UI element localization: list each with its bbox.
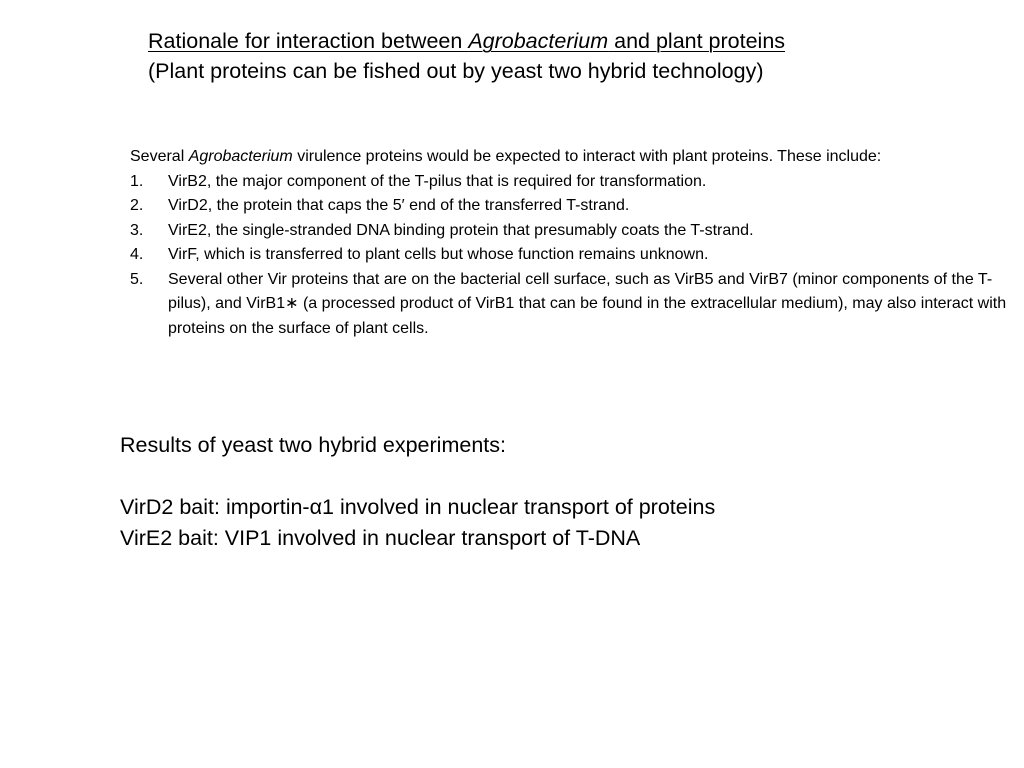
results-heading: Results of yeast two hybrid experiments: [120,433,506,457]
title-text-end: and plant proteins [608,29,786,53]
title-line-2: (Plant proteins can be fished out by yeast two hybrid technology) [148,59,764,83]
slide-title [148,26,1008,86]
intro-paragraph [130,145,1010,170]
result-virE2: VirE2 bait: VIP1 involved in nuclear transport of T-DNA [120,526,641,550]
list-item-number: 4. [130,246,144,263]
list-item-number: 2. [130,197,144,214]
list-item [130,243,1010,268]
list-item-number: 1. [130,172,144,190]
list-item [130,268,1010,342]
title-italic-organism: Agrobacterium [468,29,609,53]
list-item [130,219,1010,244]
list-item-text: VirD2, the protein that caps the 5′ end of the transferred T-strand. [168,197,630,214]
list-item-number: 5. [130,270,144,288]
list-item-text: VirE2, the single-stranded DNA binding protein that presumably coats the T-strand. [168,221,754,239]
intro-section [130,145,1010,341]
result-virD2: VirD2 bait: importin-α1 involved in nuclear transport of proteins [120,495,716,519]
list-item-text: VirB2, the major component of the T-pilus that is required for transformation. [168,172,707,190]
list-item-text: VirF, which is transferred to plant cells but whose function remains unknown. [168,246,709,263]
list-item-text: Several other Vir proteins that are on the bacterial cell surface, such as VirB5 and VirB7 (minor components of the T-pilus), and VirB1∗ (a processed product of VirB1 that can be found in the extracellular medium), may also interact with proteins on the surface of plant cells. [168,270,1007,337]
list-item [130,170,1010,195]
list-item [130,194,1010,219]
results-section [120,430,1000,554]
list-item-number: 3. [130,221,144,239]
intro-italic-organism: Agrobacterium [188,148,293,165]
title-text-start: Rationale for interaction between [148,29,469,53]
protein-list [130,170,1010,342]
title-line-1 [148,26,1008,56]
intro-text-end: virulence proteins would be expected to interact with plant proteins. These include: [292,148,882,165]
results-spacer [120,461,1000,492]
intro-text-start: Several [130,148,189,165]
